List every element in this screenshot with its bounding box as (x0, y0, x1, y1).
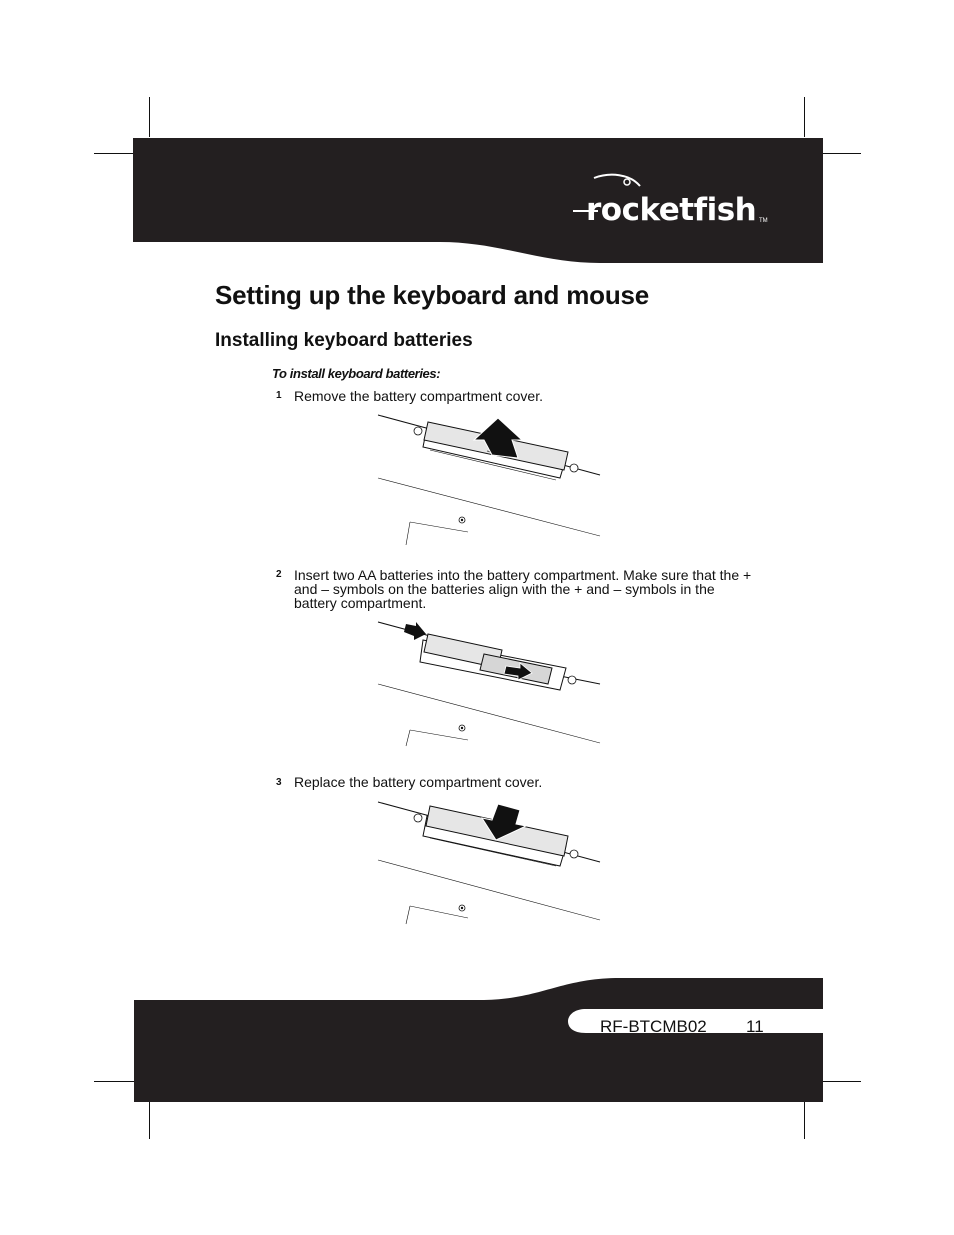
section-title: Installing keyboard batteries (215, 330, 473, 351)
figure-replace-cover (370, 798, 610, 928)
page-title: Setting up the keyboard and mouse (215, 280, 650, 310)
trademark-symbol: TM (759, 218, 768, 224)
page-number: 11 (746, 1017, 764, 1036)
figure-insert-batteries (370, 618, 610, 753)
procedure-heading: To install keyboard batteries: (272, 366, 441, 381)
step-text: Replace the battery compartment cover. (294, 774, 543, 790)
figure-remove-cover (370, 410, 610, 545)
step-number: 2 (276, 569, 282, 580)
step-number: 3 (276, 777, 282, 788)
footer-band (0, 970, 954, 1110)
step-text: Insert two AA batteries into the battery compartment. Make sure that the + and – symbols on the batteries align with the + and – symbols in the battery compartment. (294, 567, 752, 611)
step-number: 1 (276, 390, 282, 401)
step-text: Remove the battery compartment cover. (294, 388, 543, 404)
header-band (0, 0, 954, 270)
brand-logo: rocketfish (586, 192, 757, 228)
model-number: RF-BTCMB02 (600, 1017, 707, 1036)
